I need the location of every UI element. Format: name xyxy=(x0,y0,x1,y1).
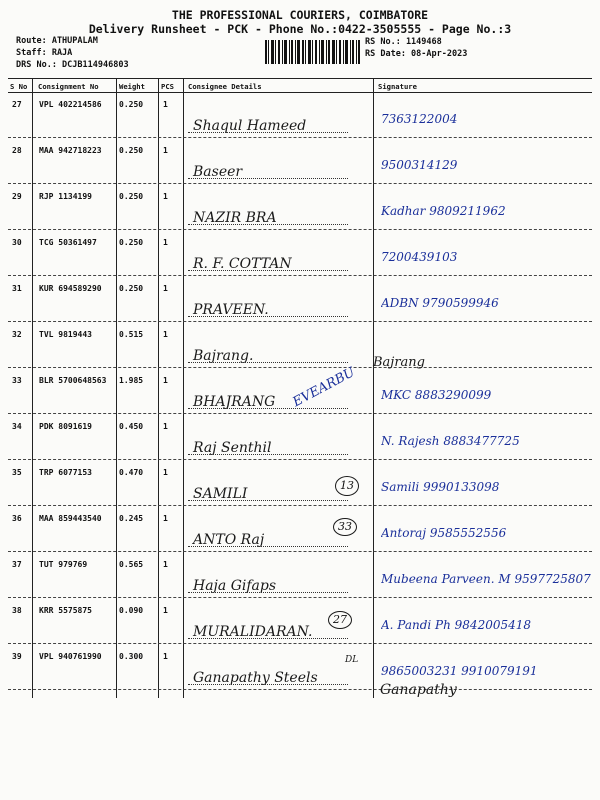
row-consignee-name: PRAVEEN. xyxy=(193,302,269,318)
row-sno: 37 xyxy=(12,560,22,569)
row-pcs: 1 xyxy=(163,284,168,293)
row-weight: 0.090 xyxy=(119,606,144,615)
rs-number: RS No.: 1149468 xyxy=(365,37,442,47)
col-consignment: Consignment No xyxy=(38,82,99,91)
row-consignee-name: BHAJRANG xyxy=(193,394,276,410)
row-sno: 33 xyxy=(12,376,22,385)
report-title: THE PROFESSIONAL COURIERS, COIMBATORE xyxy=(171,8,429,22)
row-weight: 1.985 xyxy=(119,376,144,385)
table-row xyxy=(8,506,592,552)
stamp-note: EVEARBU xyxy=(290,364,358,411)
row-weight: 0.515 xyxy=(119,330,144,339)
row-sno: 38 xyxy=(12,606,22,615)
col-sno: S No xyxy=(10,82,28,91)
table-row xyxy=(8,138,592,184)
row-sno: 28 xyxy=(12,146,22,155)
signature-name-32: Bajrang xyxy=(373,355,425,370)
row-weight: 0.250 xyxy=(119,284,144,293)
table-row xyxy=(8,276,592,322)
row-consignee-name: Ganapathy Steels xyxy=(193,670,318,686)
row-consignee-name: Bajrang. xyxy=(193,348,254,364)
row-consignment-no: TUT 979769 xyxy=(39,560,88,569)
row-signature: 9865003231 9910079191 xyxy=(381,664,538,678)
circle-note-33: 33 xyxy=(333,518,357,536)
row-weight: 0.450 xyxy=(119,422,144,431)
table-row xyxy=(8,92,592,138)
row-signature: N. Rajesh 8883477725 xyxy=(381,434,520,448)
row-sno: 32 xyxy=(12,330,22,339)
row-pcs: 1 xyxy=(163,146,168,155)
row-weight: 0.250 xyxy=(119,192,144,201)
col-consignee: Consignee Details xyxy=(188,82,262,91)
rs-date: RS Date: 08-Apr-2023 xyxy=(365,49,468,59)
row-pcs: 1 xyxy=(163,560,168,569)
table-row xyxy=(8,552,592,598)
drs-number: DRS No.: DCJB114946803 xyxy=(16,60,129,70)
row-consignment-no: MAA 942718223 xyxy=(39,146,102,155)
circle-note-27: 27 xyxy=(328,611,352,629)
row-consignment-no: RJP 1134199 xyxy=(39,192,92,201)
row-weight: 0.245 xyxy=(119,514,144,523)
col-pcs: PCS xyxy=(161,82,174,91)
row-consignment-no: TRP 6077153 xyxy=(39,468,92,477)
row-pcs: 1 xyxy=(163,376,168,385)
row-signature: 9500314129 xyxy=(381,158,458,172)
row-pcs: 1 xyxy=(163,238,168,247)
row-consignment-no: VPL 402214586 xyxy=(39,100,102,109)
row-consignment-no: TCG 50361497 xyxy=(39,238,97,247)
row-pcs: 1 xyxy=(163,422,168,431)
row-signature: 7200439103 xyxy=(381,250,458,264)
runsheet-table xyxy=(8,78,592,698)
table-row xyxy=(8,414,592,460)
row-consignee-name: MURALIDARAN. xyxy=(193,624,313,640)
row-signature: ADBN 9790599946 xyxy=(381,296,499,310)
report-subtitle: Delivery Runsheet - PCK - Phone No.:0422-3505555 - Page No.:3 xyxy=(88,22,512,36)
barcode-icon xyxy=(265,40,360,64)
table-row xyxy=(8,184,592,230)
row-sno: 27 xyxy=(12,100,22,109)
row-pcs: 1 xyxy=(163,330,168,339)
col-signature: Signature xyxy=(378,82,417,91)
row-pcs: 1 xyxy=(163,652,168,661)
table-row xyxy=(8,644,592,690)
row-weight: 0.470 xyxy=(119,468,144,477)
row-pcs: 1 xyxy=(163,514,168,523)
row-consignee-name: Baseer xyxy=(193,164,243,180)
row-consignment-no: PDK 8091619 xyxy=(39,422,92,431)
table-row xyxy=(8,460,592,506)
route-label: Route: ATHUPALAM xyxy=(16,36,98,46)
row-consignment-no: MAA 859443540 xyxy=(39,514,102,523)
row-signature: MKC 8883290099 xyxy=(381,388,492,402)
row-weight: 0.250 xyxy=(119,100,144,109)
signature-name-39: Ganapathy xyxy=(380,682,457,698)
row-signature: Antoraj 9585552556 xyxy=(381,526,507,540)
row-consignment-no: KRR 5575875 xyxy=(39,606,92,615)
row-sno: 29 xyxy=(12,192,22,201)
row-consignment-no: VPL 940761990 xyxy=(39,652,102,661)
table-row xyxy=(8,322,592,368)
row-pcs: 1 xyxy=(163,468,168,477)
row-sno: 35 xyxy=(12,468,22,477)
row-sno: 36 xyxy=(12,514,22,523)
row-consignee-name: Haja Gifaps xyxy=(193,578,277,594)
row-sno: 30 xyxy=(12,238,22,247)
row-consignee-name: SAMILI xyxy=(193,486,248,502)
row-sno: 34 xyxy=(12,422,22,431)
row-consignee-name: Raj Senthil xyxy=(193,440,272,456)
row-signature: Samili 9990133098 xyxy=(381,480,500,494)
row-pcs: 1 xyxy=(163,100,168,109)
circle-note-13: 13 xyxy=(335,476,359,496)
row-consignee-name: ANTO Raj xyxy=(193,532,265,548)
row-weight: 0.300 xyxy=(119,652,144,661)
row-pcs: 1 xyxy=(163,606,168,615)
row-signature: 7363122004 xyxy=(381,112,458,126)
table-row xyxy=(8,598,592,644)
row-consignment-no: BLR 5700648563 xyxy=(39,376,107,385)
row-consignee-name: NAZIR BRA xyxy=(193,210,277,226)
row-pcs: 1 xyxy=(163,192,168,201)
row-consignee-name: R. F. COTTAN xyxy=(193,256,292,272)
row-sno: 39 xyxy=(12,652,22,661)
dl-note: DL xyxy=(345,655,359,665)
row-consignment-no: TVL 9819443 xyxy=(39,330,92,339)
row-consignment-no: KUR 694589290 xyxy=(39,284,102,293)
row-consignee-name: Shaqul Hameed xyxy=(193,118,307,134)
row-weight: 0.250 xyxy=(119,146,144,155)
row-sno: 31 xyxy=(12,284,22,293)
row-weight: 0.565 xyxy=(119,560,144,569)
staff-label: Staff: RAJA xyxy=(16,48,73,58)
col-weight: Weight xyxy=(119,82,145,91)
table-row xyxy=(8,230,592,276)
row-signature: Kadhar 9809211962 xyxy=(381,204,506,218)
row-signature: Mubeena Parveen. M 9597725807 xyxy=(381,572,591,586)
row-signature: A. Pandi Ph 9842005418 xyxy=(381,618,532,632)
row-weight: 0.250 xyxy=(119,238,144,247)
